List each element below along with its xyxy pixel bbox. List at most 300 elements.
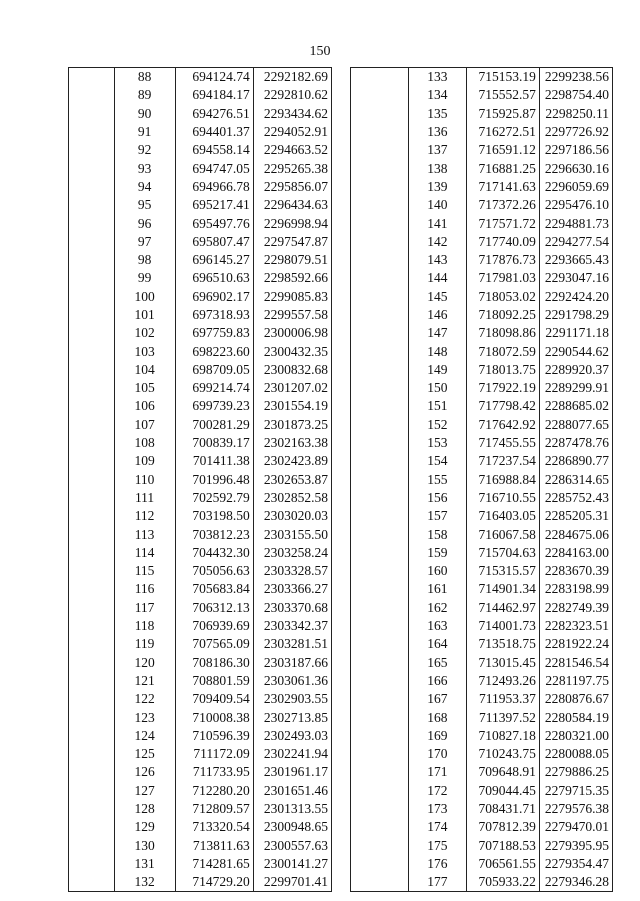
x-coordinate-cell: 718072.59 bbox=[466, 342, 539, 360]
y-coordinate-cell: 2294277.54 bbox=[539, 233, 612, 251]
blank-cell bbox=[351, 105, 409, 123]
y-coordinate-cell: 2285752.43 bbox=[539, 489, 612, 507]
y-coordinate-cell: 2279886.25 bbox=[539, 763, 612, 781]
x-coordinate-cell: 695217.41 bbox=[175, 196, 253, 214]
table-row bbox=[69, 251, 332, 269]
y-coordinate-cell: 2297547.87 bbox=[253, 233, 331, 251]
table-row bbox=[69, 196, 332, 214]
blank-cell bbox=[351, 324, 409, 342]
table-row bbox=[351, 269, 613, 287]
table-row bbox=[69, 159, 332, 177]
table-row bbox=[69, 233, 332, 251]
table-row bbox=[351, 251, 613, 269]
y-coordinate-cell: 2296998.94 bbox=[253, 214, 331, 232]
point-number-cell: 101 bbox=[114, 306, 175, 324]
point-number-cell: 144 bbox=[408, 269, 466, 287]
y-coordinate-cell: 2292182.69 bbox=[253, 68, 331, 87]
table-row bbox=[351, 233, 613, 251]
y-coordinate-cell: 2302653.87 bbox=[253, 471, 331, 489]
blank-cell bbox=[69, 178, 115, 196]
point-number-cell: 173 bbox=[408, 800, 466, 818]
table-row bbox=[69, 416, 332, 434]
table-row bbox=[351, 836, 613, 854]
blank-cell bbox=[69, 617, 115, 635]
blank-cell bbox=[351, 269, 409, 287]
point-number-cell: 130 bbox=[114, 836, 175, 854]
point-number-cell: 102 bbox=[114, 324, 175, 342]
x-coordinate-cell: 711733.95 bbox=[175, 763, 253, 781]
x-coordinate-cell: 715704.63 bbox=[466, 544, 539, 562]
blank-cell bbox=[69, 159, 115, 177]
point-number-cell: 176 bbox=[408, 855, 466, 873]
blank-cell bbox=[351, 562, 409, 580]
table-row bbox=[69, 123, 332, 141]
y-coordinate-cell: 2297726.92 bbox=[539, 123, 612, 141]
x-coordinate-cell: 714001.73 bbox=[466, 617, 539, 635]
point-number-cell: 136 bbox=[408, 123, 466, 141]
table-row bbox=[69, 489, 332, 507]
x-coordinate-cell: 711172.09 bbox=[175, 745, 253, 763]
blank-cell bbox=[351, 86, 409, 104]
y-coordinate-cell: 2302903.55 bbox=[253, 690, 331, 708]
blank-cell bbox=[69, 397, 115, 415]
y-coordinate-cell: 2300557.63 bbox=[253, 836, 331, 854]
blank-cell bbox=[69, 672, 115, 690]
y-coordinate-cell: 2301651.46 bbox=[253, 782, 331, 800]
blank-cell bbox=[351, 800, 409, 818]
y-coordinate-cell: 2303258.24 bbox=[253, 544, 331, 562]
table-row bbox=[69, 324, 332, 342]
x-coordinate-cell: 698709.05 bbox=[175, 361, 253, 379]
y-coordinate-cell: 2303061.36 bbox=[253, 672, 331, 690]
table-row bbox=[69, 635, 332, 653]
point-number-cell: 118 bbox=[114, 617, 175, 635]
x-coordinate-cell: 716710.55 bbox=[466, 489, 539, 507]
blank-cell bbox=[69, 214, 115, 232]
x-coordinate-cell: 701996.48 bbox=[175, 471, 253, 489]
blank-cell bbox=[351, 379, 409, 397]
point-number-cell: 134 bbox=[408, 86, 466, 104]
x-coordinate-cell: 702592.79 bbox=[175, 489, 253, 507]
blank-cell bbox=[69, 86, 115, 104]
x-coordinate-cell: 701411.38 bbox=[175, 452, 253, 470]
x-coordinate-cell: 715552.57 bbox=[466, 86, 539, 104]
x-coordinate-cell: 718098.86 bbox=[466, 324, 539, 342]
point-number-cell: 114 bbox=[114, 544, 175, 562]
table-row bbox=[351, 452, 613, 470]
x-coordinate-cell: 705933.22 bbox=[466, 873, 539, 892]
blank-cell bbox=[351, 214, 409, 232]
x-coordinate-cell: 698223.60 bbox=[175, 342, 253, 360]
table-row bbox=[69, 178, 332, 196]
point-number-cell: 168 bbox=[408, 708, 466, 726]
y-coordinate-cell: 2286314.65 bbox=[539, 471, 612, 489]
blank-cell bbox=[69, 434, 115, 452]
table-row bbox=[351, 544, 613, 562]
table-row bbox=[351, 654, 613, 672]
table-row bbox=[69, 690, 332, 708]
table-row bbox=[69, 141, 332, 159]
point-number-cell: 172 bbox=[408, 782, 466, 800]
table-row bbox=[69, 672, 332, 690]
x-coordinate-cell: 711953.37 bbox=[466, 690, 539, 708]
table-row bbox=[351, 214, 613, 232]
x-coordinate-cell: 695497.76 bbox=[175, 214, 253, 232]
x-coordinate-cell: 694966.78 bbox=[175, 178, 253, 196]
blank-cell bbox=[69, 361, 115, 379]
blank-cell bbox=[69, 196, 115, 214]
y-coordinate-cell: 2300006.98 bbox=[253, 324, 331, 342]
table-row bbox=[351, 178, 613, 196]
blank-cell bbox=[69, 782, 115, 800]
x-coordinate-cell: 713518.75 bbox=[466, 635, 539, 653]
point-number-cell: 141 bbox=[408, 214, 466, 232]
table-row bbox=[69, 708, 332, 726]
table-row bbox=[351, 105, 613, 123]
y-coordinate-cell: 2302493.03 bbox=[253, 727, 331, 745]
y-coordinate-cell: 2279354.47 bbox=[539, 855, 612, 873]
y-coordinate-cell: 2289920.37 bbox=[539, 361, 612, 379]
table-row bbox=[351, 562, 613, 580]
blank-cell bbox=[351, 544, 409, 562]
x-coordinate-cell: 711397.52 bbox=[466, 708, 539, 726]
x-coordinate-cell: 699739.23 bbox=[175, 397, 253, 415]
x-coordinate-cell: 709409.54 bbox=[175, 690, 253, 708]
point-number-cell: 160 bbox=[408, 562, 466, 580]
blank-cell bbox=[351, 855, 409, 873]
point-number-cell: 122 bbox=[114, 690, 175, 708]
blank-cell bbox=[351, 690, 409, 708]
coordinate-table-right bbox=[350, 67, 613, 892]
x-coordinate-cell: 717798.42 bbox=[466, 397, 539, 415]
blank-cell bbox=[351, 397, 409, 415]
y-coordinate-cell: 2280321.00 bbox=[539, 727, 612, 745]
blank-cell bbox=[69, 763, 115, 781]
y-coordinate-cell: 2283198.99 bbox=[539, 580, 612, 598]
table-row bbox=[69, 873, 332, 892]
x-coordinate-cell: 694124.74 bbox=[175, 68, 253, 87]
y-coordinate-cell: 2279576.38 bbox=[539, 800, 612, 818]
y-coordinate-cell: 2287478.76 bbox=[539, 434, 612, 452]
point-number-cell: 142 bbox=[408, 233, 466, 251]
blank-cell bbox=[69, 873, 115, 892]
point-number-cell: 96 bbox=[114, 214, 175, 232]
table-row bbox=[351, 525, 613, 543]
y-coordinate-cell: 2301554.19 bbox=[253, 397, 331, 415]
x-coordinate-cell: 716988.84 bbox=[466, 471, 539, 489]
y-coordinate-cell: 2280088.05 bbox=[539, 745, 612, 763]
table-row bbox=[351, 507, 613, 525]
x-coordinate-cell: 717141.63 bbox=[466, 178, 539, 196]
x-coordinate-cell: 717922.19 bbox=[466, 379, 539, 397]
y-coordinate-cell: 2293047.16 bbox=[539, 269, 612, 287]
table-row bbox=[69, 617, 332, 635]
blank-cell bbox=[69, 562, 115, 580]
point-number-cell: 161 bbox=[408, 580, 466, 598]
x-coordinate-cell: 706312.13 bbox=[175, 599, 253, 617]
y-coordinate-cell: 2303342.37 bbox=[253, 617, 331, 635]
blank-cell bbox=[351, 836, 409, 854]
x-coordinate-cell: 713320.54 bbox=[175, 818, 253, 836]
y-coordinate-cell: 2300141.27 bbox=[253, 855, 331, 873]
table-row bbox=[351, 727, 613, 745]
table-row bbox=[69, 855, 332, 873]
point-number-cell: 119 bbox=[114, 635, 175, 653]
y-coordinate-cell: 2280876.67 bbox=[539, 690, 612, 708]
table-row bbox=[69, 782, 332, 800]
x-coordinate-cell: 708186.30 bbox=[175, 654, 253, 672]
point-number-cell: 106 bbox=[114, 397, 175, 415]
y-coordinate-cell: 2295856.07 bbox=[253, 178, 331, 196]
x-coordinate-cell: 694401.37 bbox=[175, 123, 253, 141]
blank-cell bbox=[69, 544, 115, 562]
table-row bbox=[69, 654, 332, 672]
point-number-cell: 109 bbox=[114, 452, 175, 470]
y-coordinate-cell: 2281546.54 bbox=[539, 654, 612, 672]
x-coordinate-cell: 709648.91 bbox=[466, 763, 539, 781]
blank-cell bbox=[351, 489, 409, 507]
blank-cell bbox=[69, 68, 115, 87]
x-coordinate-cell: 694276.51 bbox=[175, 105, 253, 123]
table-row bbox=[351, 708, 613, 726]
blank-cell bbox=[351, 580, 409, 598]
table-row bbox=[351, 68, 613, 87]
blank-cell bbox=[351, 507, 409, 525]
blank-cell bbox=[69, 416, 115, 434]
blank-cell bbox=[351, 471, 409, 489]
y-coordinate-cell: 2303328.57 bbox=[253, 562, 331, 580]
table-row bbox=[351, 434, 613, 452]
table-row bbox=[69, 836, 332, 854]
x-coordinate-cell: 718013.75 bbox=[466, 361, 539, 379]
coordinate-table-left bbox=[68, 67, 332, 892]
point-number-cell: 121 bbox=[114, 672, 175, 690]
table-row bbox=[69, 745, 332, 763]
point-number-cell: 125 bbox=[114, 745, 175, 763]
y-coordinate-cell: 2279346.28 bbox=[539, 873, 612, 892]
point-number-cell: 126 bbox=[114, 763, 175, 781]
x-coordinate-cell: 697318.93 bbox=[175, 306, 253, 324]
x-coordinate-cell: 710243.75 bbox=[466, 745, 539, 763]
y-coordinate-cell: 2303155.50 bbox=[253, 525, 331, 543]
table-row bbox=[351, 763, 613, 781]
y-coordinate-cell: 2302713.85 bbox=[253, 708, 331, 726]
blank-cell bbox=[69, 251, 115, 269]
y-coordinate-cell: 2302163.38 bbox=[253, 434, 331, 452]
x-coordinate-cell: 705683.84 bbox=[175, 580, 253, 598]
table-row bbox=[351, 599, 613, 617]
point-number-cell: 89 bbox=[114, 86, 175, 104]
point-number-cell: 145 bbox=[408, 288, 466, 306]
blank-cell bbox=[69, 379, 115, 397]
point-number-cell: 148 bbox=[408, 342, 466, 360]
blank-cell bbox=[69, 727, 115, 745]
blank-cell bbox=[69, 324, 115, 342]
point-number-cell: 133 bbox=[408, 68, 466, 87]
y-coordinate-cell: 2280584.19 bbox=[539, 708, 612, 726]
point-number-cell: 140 bbox=[408, 196, 466, 214]
blank-cell bbox=[69, 141, 115, 159]
blank-cell bbox=[351, 141, 409, 159]
blank-cell bbox=[351, 873, 409, 892]
table-row bbox=[351, 672, 613, 690]
point-number-cell: 115 bbox=[114, 562, 175, 580]
table-row bbox=[351, 361, 613, 379]
x-coordinate-cell: 715925.87 bbox=[466, 105, 539, 123]
x-coordinate-cell: 716881.25 bbox=[466, 159, 539, 177]
y-coordinate-cell: 2302423.89 bbox=[253, 452, 331, 470]
table-row bbox=[351, 745, 613, 763]
y-coordinate-cell: 2294881.73 bbox=[539, 214, 612, 232]
blank-cell bbox=[69, 580, 115, 598]
x-coordinate-cell: 718053.02 bbox=[466, 288, 539, 306]
table-row bbox=[351, 635, 613, 653]
blank-cell bbox=[351, 434, 409, 452]
point-number-cell: 111 bbox=[114, 489, 175, 507]
y-coordinate-cell: 2299701.41 bbox=[253, 873, 331, 892]
table-row bbox=[351, 324, 613, 342]
y-coordinate-cell: 2299238.56 bbox=[539, 68, 612, 87]
table-row bbox=[69, 599, 332, 617]
y-coordinate-cell: 2298754.40 bbox=[539, 86, 612, 104]
point-number-cell: 167 bbox=[408, 690, 466, 708]
x-coordinate-cell: 717237.54 bbox=[466, 452, 539, 470]
y-coordinate-cell: 2303370.68 bbox=[253, 599, 331, 617]
table-row bbox=[351, 86, 613, 104]
table-row bbox=[69, 214, 332, 232]
x-coordinate-cell: 699214.74 bbox=[175, 379, 253, 397]
table-row bbox=[351, 782, 613, 800]
blank-cell bbox=[351, 159, 409, 177]
point-number-cell: 147 bbox=[408, 324, 466, 342]
blank-cell bbox=[351, 599, 409, 617]
blank-cell bbox=[69, 708, 115, 726]
table-row bbox=[351, 288, 613, 306]
table-row bbox=[351, 471, 613, 489]
x-coordinate-cell: 696510.63 bbox=[175, 269, 253, 287]
point-number-cell: 149 bbox=[408, 361, 466, 379]
x-coordinate-cell: 716272.51 bbox=[466, 123, 539, 141]
table-row bbox=[351, 123, 613, 141]
point-number-cell: 112 bbox=[114, 507, 175, 525]
x-coordinate-cell: 703812.23 bbox=[175, 525, 253, 543]
x-coordinate-cell: 715315.57 bbox=[466, 562, 539, 580]
table-row bbox=[351, 397, 613, 415]
table-row bbox=[69, 452, 332, 470]
page-number: 150 bbox=[309, 44, 331, 59]
y-coordinate-cell: 2288685.02 bbox=[539, 397, 612, 415]
y-coordinate-cell: 2301873.25 bbox=[253, 416, 331, 434]
x-coordinate-cell: 710596.39 bbox=[175, 727, 253, 745]
x-coordinate-cell: 697759.83 bbox=[175, 324, 253, 342]
x-coordinate-cell: 694747.05 bbox=[175, 159, 253, 177]
table-row bbox=[69, 525, 332, 543]
point-number-cell: 127 bbox=[114, 782, 175, 800]
table-row bbox=[69, 269, 332, 287]
point-number-cell: 166 bbox=[408, 672, 466, 690]
x-coordinate-cell: 716067.58 bbox=[466, 525, 539, 543]
y-coordinate-cell: 2284163.00 bbox=[539, 544, 612, 562]
table-row bbox=[69, 361, 332, 379]
x-coordinate-cell: 707565.09 bbox=[175, 635, 253, 653]
y-coordinate-cell: 2290544.62 bbox=[539, 342, 612, 360]
blank-cell bbox=[69, 818, 115, 836]
x-coordinate-cell: 714281.65 bbox=[175, 855, 253, 873]
point-number-cell: 91 bbox=[114, 123, 175, 141]
point-number-cell: 156 bbox=[408, 489, 466, 507]
table-row bbox=[351, 800, 613, 818]
x-coordinate-cell: 717642.92 bbox=[466, 416, 539, 434]
y-coordinate-cell: 2294052.91 bbox=[253, 123, 331, 141]
blank-cell bbox=[351, 525, 409, 543]
x-coordinate-cell: 717740.09 bbox=[466, 233, 539, 251]
x-coordinate-cell: 707188.53 bbox=[466, 836, 539, 854]
x-coordinate-cell: 706939.69 bbox=[175, 617, 253, 635]
blank-cell bbox=[69, 105, 115, 123]
y-coordinate-cell: 2303187.66 bbox=[253, 654, 331, 672]
blank-cell bbox=[351, 196, 409, 214]
point-number-cell: 105 bbox=[114, 379, 175, 397]
blank-cell bbox=[351, 708, 409, 726]
x-coordinate-cell: 694558.14 bbox=[175, 141, 253, 159]
x-coordinate-cell: 717981.03 bbox=[466, 269, 539, 287]
y-coordinate-cell: 2284675.06 bbox=[539, 525, 612, 543]
table-row bbox=[351, 489, 613, 507]
point-number-cell: 116 bbox=[114, 580, 175, 598]
blank-cell bbox=[351, 416, 409, 434]
y-coordinate-cell: 2279395.95 bbox=[539, 836, 612, 854]
point-number-cell: 159 bbox=[408, 544, 466, 562]
blank-cell bbox=[69, 745, 115, 763]
point-number-cell: 177 bbox=[408, 873, 466, 892]
table-row bbox=[351, 159, 613, 177]
x-coordinate-cell: 716403.05 bbox=[466, 507, 539, 525]
y-coordinate-cell: 2302852.58 bbox=[253, 489, 331, 507]
y-coordinate-cell: 2292810.62 bbox=[253, 86, 331, 104]
y-coordinate-cell: 2295476.10 bbox=[539, 196, 612, 214]
point-number-cell: 158 bbox=[408, 525, 466, 543]
blank-cell bbox=[69, 690, 115, 708]
x-coordinate-cell: 717876.73 bbox=[466, 251, 539, 269]
table-row bbox=[69, 306, 332, 324]
blank-cell bbox=[351, 251, 409, 269]
x-coordinate-cell: 718092.25 bbox=[466, 306, 539, 324]
x-coordinate-cell: 710008.38 bbox=[175, 708, 253, 726]
y-coordinate-cell: 2279715.35 bbox=[539, 782, 612, 800]
blank-cell bbox=[69, 525, 115, 543]
blank-cell bbox=[351, 782, 409, 800]
blank-cell bbox=[351, 306, 409, 324]
point-number-cell: 169 bbox=[408, 727, 466, 745]
y-coordinate-cell: 2285205.31 bbox=[539, 507, 612, 525]
blank-cell bbox=[69, 342, 115, 360]
y-coordinate-cell: 2295265.38 bbox=[253, 159, 331, 177]
x-coordinate-cell: 715153.19 bbox=[466, 68, 539, 87]
y-coordinate-cell: 2296630.16 bbox=[539, 159, 612, 177]
point-number-cell: 95 bbox=[114, 196, 175, 214]
table-row bbox=[69, 342, 332, 360]
point-number-cell: 94 bbox=[114, 178, 175, 196]
point-number-cell: 120 bbox=[114, 654, 175, 672]
x-coordinate-cell: 717571.72 bbox=[466, 214, 539, 232]
x-coordinate-cell: 717372.26 bbox=[466, 196, 539, 214]
point-number-cell: 104 bbox=[114, 361, 175, 379]
y-coordinate-cell: 2303366.27 bbox=[253, 580, 331, 598]
blank-cell bbox=[351, 288, 409, 306]
point-number-cell: 170 bbox=[408, 745, 466, 763]
x-coordinate-cell: 714462.97 bbox=[466, 599, 539, 617]
blank-cell bbox=[69, 507, 115, 525]
